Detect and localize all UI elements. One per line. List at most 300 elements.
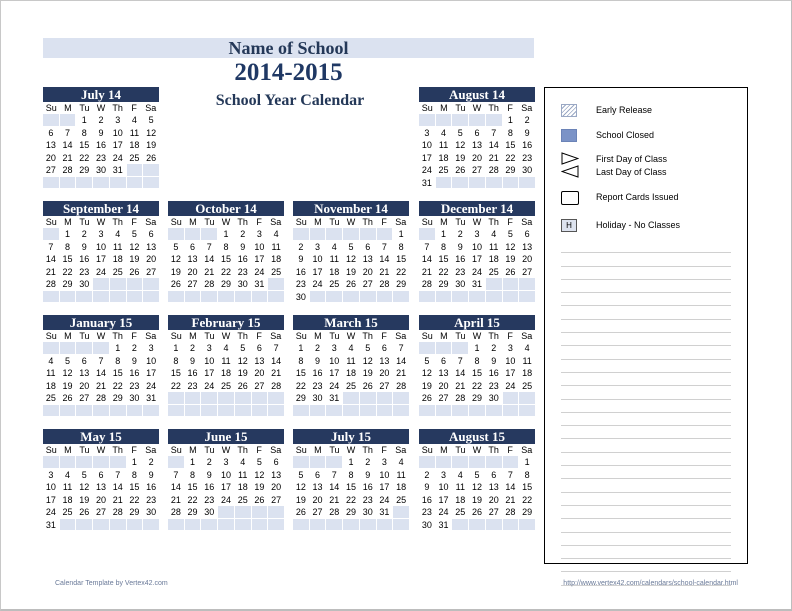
day-cell[interactable]: 21 [43, 266, 59, 278]
day-cell[interactable]: 31 [252, 278, 268, 290]
day-cell[interactable]: 5 [143, 114, 159, 126]
day-cell[interactable]: 29 [60, 278, 76, 290]
day-cell[interactable]: 29 [76, 164, 92, 176]
day-cell[interactable]: 17 [469, 253, 485, 265]
day-cell[interactable]: 22 [185, 494, 201, 506]
day-cell[interactable]: 20 [486, 494, 502, 506]
day-cell[interactable]: 12 [419, 367, 435, 379]
day-cell[interactable]: 25 [127, 152, 143, 164]
day-cell[interactable]: 20 [360, 266, 376, 278]
note-line[interactable] [561, 533, 731, 546]
day-cell[interactable]: 12 [127, 241, 143, 253]
day-cell[interactable]: 16 [486, 367, 502, 379]
day-cell[interactable]: 28 [93, 392, 109, 404]
day-cell[interactable]: 16 [235, 253, 251, 265]
day-cell[interactable]: 3 [377, 456, 393, 468]
day-cell[interactable]: 24 [503, 380, 519, 392]
day-cell[interactable]: 5 [293, 469, 309, 481]
day-cell[interactable]: 20 [76, 380, 92, 392]
day-cell[interactable]: 18 [127, 139, 143, 151]
day-cell[interactable]: 14 [201, 253, 217, 265]
day-cell[interactable]: 12 [452, 139, 468, 151]
day-cell[interactable]: 23 [185, 380, 201, 392]
day-cell[interactable]: 30 [235, 278, 251, 290]
day-cell[interactable]: 9 [310, 355, 326, 367]
day-cell[interactable]: 12 [343, 253, 359, 265]
day-cell[interactable]: 18 [110, 253, 126, 265]
day-cell[interactable]: 12 [360, 355, 376, 367]
day-cell[interactable]: 27 [252, 380, 268, 392]
day-cell[interactable]: 5 [60, 355, 76, 367]
day-cell[interactable]: 25 [452, 506, 468, 518]
day-cell[interactable]: 22 [76, 152, 92, 164]
day-cell[interactable]: 3 [469, 228, 485, 240]
day-cell[interactable]: 29 [127, 506, 143, 518]
day-cell[interactable]: 17 [310, 266, 326, 278]
day-cell[interactable]: 19 [252, 481, 268, 493]
day-cell[interactable]: 13 [93, 481, 109, 493]
day-cell[interactable]: 15 [436, 253, 452, 265]
day-cell[interactable]: 19 [235, 367, 251, 379]
note-line[interactable] [561, 466, 731, 479]
day-cell[interactable]: 6 [93, 469, 109, 481]
day-cell[interactable]: 24 [93, 266, 109, 278]
day-cell[interactable]: 3 [143, 342, 159, 354]
day-cell[interactable]: 5 [419, 355, 435, 367]
day-cell[interactable]: 12 [60, 367, 76, 379]
day-cell[interactable]: 5 [503, 228, 519, 240]
day-cell[interactable]: 30 [201, 506, 217, 518]
day-cell[interactable]: 23 [143, 494, 159, 506]
note-line[interactable] [561, 400, 731, 413]
day-cell[interactable]: 10 [43, 481, 59, 493]
day-cell[interactable]: 22 [168, 380, 184, 392]
day-cell[interactable]: 12 [168, 253, 184, 265]
day-cell[interactable]: 25 [60, 506, 76, 518]
day-cell[interactable]: 20 [43, 152, 59, 164]
note-line[interactable] [561, 306, 731, 319]
day-cell[interactable]: 30 [519, 164, 535, 176]
day-cell[interactable]: 18 [343, 367, 359, 379]
day-cell[interactable]: 22 [293, 380, 309, 392]
day-cell[interactable]: 9 [127, 355, 143, 367]
day-cell[interactable]: 6 [143, 228, 159, 240]
day-cell[interactable]: 11 [218, 355, 234, 367]
day-cell[interactable]: 6 [43, 127, 59, 139]
day-cell[interactable]: 4 [519, 342, 535, 354]
day-cell[interactable]: 16 [360, 481, 376, 493]
day-cell[interactable]: 1 [76, 114, 92, 126]
day-cell[interactable]: 24 [377, 494, 393, 506]
day-cell[interactable]: 20 [143, 253, 159, 265]
day-cell[interactable]: 28 [268, 380, 284, 392]
day-cell[interactable]: 4 [268, 228, 284, 240]
day-cell[interactable]: 15 [293, 367, 309, 379]
day-cell[interactable]: 21 [377, 266, 393, 278]
day-cell[interactable]: 14 [503, 481, 519, 493]
day-cell[interactable]: 27 [268, 494, 284, 506]
day-cell[interactable]: 22 [436, 266, 452, 278]
day-cell[interactable]: 1 [519, 456, 535, 468]
day-cell[interactable]: 26 [143, 152, 159, 164]
day-cell[interactable]: 7 [168, 469, 184, 481]
day-cell[interactable]: 2 [201, 456, 217, 468]
note-line[interactable] [561, 506, 731, 519]
day-cell[interactable]: 14 [93, 367, 109, 379]
day-cell[interactable]: 7 [60, 127, 76, 139]
day-cell[interactable]: 27 [43, 164, 59, 176]
day-cell[interactable]: 21 [93, 380, 109, 392]
day-cell[interactable]: 13 [377, 355, 393, 367]
day-cell[interactable]: 8 [293, 355, 309, 367]
day-cell[interactable]: 3 [110, 114, 126, 126]
day-cell[interactable]: 19 [343, 266, 359, 278]
day-cell[interactable]: 25 [235, 494, 251, 506]
day-cell[interactable]: 3 [419, 127, 435, 139]
day-cell[interactable]: 23 [419, 506, 435, 518]
day-cell[interactable]: 23 [76, 266, 92, 278]
day-cell[interactable]: 30 [76, 278, 92, 290]
day-cell[interactable]: 21 [110, 494, 126, 506]
day-cell[interactable]: 3 [326, 342, 342, 354]
day-cell[interactable]: 14 [60, 139, 76, 151]
day-cell[interactable]: 27 [436, 392, 452, 404]
day-cell[interactable]: 23 [360, 494, 376, 506]
day-cell[interactable]: 11 [43, 367, 59, 379]
note-line[interactable] [561, 333, 731, 346]
day-cell[interactable]: 10 [110, 127, 126, 139]
day-cell[interactable]: 20 [93, 494, 109, 506]
day-cell[interactable]: 2 [486, 342, 502, 354]
day-cell[interactable]: 16 [293, 266, 309, 278]
note-line[interactable] [561, 546, 731, 559]
day-cell[interactable]: 11 [268, 241, 284, 253]
day-cell[interactable]: 5 [252, 456, 268, 468]
day-cell[interactable]: 17 [93, 253, 109, 265]
note-line[interactable] [561, 267, 731, 280]
day-cell[interactable]: 21 [393, 367, 409, 379]
day-cell[interactable]: 25 [393, 494, 409, 506]
day-cell[interactable]: 24 [326, 380, 342, 392]
school-name[interactable]: Name of School [43, 38, 534, 58]
day-cell[interactable]: 26 [360, 380, 376, 392]
day-cell[interactable]: 4 [127, 114, 143, 126]
day-cell[interactable]: 9 [185, 355, 201, 367]
day-cell[interactable]: 20 [377, 367, 393, 379]
day-cell[interactable]: 17 [326, 367, 342, 379]
day-cell[interactable]: 9 [419, 481, 435, 493]
day-cell[interactable]: 19 [503, 253, 519, 265]
day-cell[interactable]: 23 [93, 152, 109, 164]
day-cell[interactable]: 4 [452, 469, 468, 481]
day-cell[interactable]: 28 [326, 506, 342, 518]
day-cell[interactable]: 26 [235, 380, 251, 392]
day-cell[interactable]: 29 [110, 392, 126, 404]
day-cell[interactable]: 12 [76, 481, 92, 493]
day-cell[interactable]: 7 [268, 342, 284, 354]
day-cell[interactable]: 21 [201, 266, 217, 278]
day-cell[interactable]: 10 [377, 469, 393, 481]
day-cell[interactable]: 5 [235, 342, 251, 354]
day-cell[interactable]: 25 [486, 266, 502, 278]
day-cell[interactable]: 2 [310, 342, 326, 354]
day-cell[interactable]: 28 [419, 278, 435, 290]
day-cell[interactable]: 8 [127, 469, 143, 481]
day-cell[interactable]: 28 [201, 278, 217, 290]
day-cell[interactable]: 24 [110, 152, 126, 164]
day-cell[interactable]: 3 [310, 241, 326, 253]
day-cell[interactable]: 11 [235, 469, 251, 481]
day-cell[interactable]: 19 [127, 253, 143, 265]
day-cell[interactable]: 15 [127, 481, 143, 493]
day-cell[interactable]: 31 [326, 392, 342, 404]
day-cell[interactable]: 3 [93, 228, 109, 240]
day-cell[interactable]: 20 [519, 253, 535, 265]
day-cell[interactable]: 2 [519, 114, 535, 126]
day-cell[interactable]: 25 [343, 380, 359, 392]
day-cell[interactable]: 9 [143, 469, 159, 481]
day-cell[interactable]: 23 [310, 380, 326, 392]
day-cell[interactable]: 23 [293, 278, 309, 290]
day-cell[interactable]: 23 [235, 266, 251, 278]
day-cell[interactable]: 26 [252, 494, 268, 506]
day-cell[interactable]: 6 [360, 241, 376, 253]
day-cell[interactable]: 1 [110, 342, 126, 354]
day-cell[interactable]: 1 [393, 228, 409, 240]
day-cell[interactable]: 14 [486, 139, 502, 151]
day-cell[interactable]: 27 [486, 506, 502, 518]
day-cell[interactable]: 27 [519, 266, 535, 278]
day-cell[interactable]: 6 [486, 469, 502, 481]
day-cell[interactable]: 5 [76, 469, 92, 481]
day-cell[interactable]: 13 [268, 469, 284, 481]
day-cell[interactable]: 2 [76, 228, 92, 240]
day-cell[interactable]: 4 [60, 469, 76, 481]
note-line[interactable] [561, 240, 731, 253]
day-cell[interactable]: 20 [310, 494, 326, 506]
day-cell[interactable]: 9 [201, 469, 217, 481]
day-cell[interactable]: 17 [218, 481, 234, 493]
day-cell[interactable]: 18 [452, 494, 468, 506]
day-cell[interactable]: 14 [419, 253, 435, 265]
day-cell[interactable]: 15 [393, 253, 409, 265]
day-cell[interactable]: 7 [110, 469, 126, 481]
day-cell[interactable]: 4 [110, 228, 126, 240]
day-cell[interactable]: 4 [235, 456, 251, 468]
day-cell[interactable]: 30 [310, 392, 326, 404]
day-cell[interactable]: 9 [76, 241, 92, 253]
note-line[interactable] [561, 293, 731, 306]
day-cell[interactable]: 2 [93, 114, 109, 126]
day-cell[interactable]: 4 [343, 342, 359, 354]
day-cell[interactable]: 15 [60, 253, 76, 265]
day-cell[interactable]: 21 [419, 266, 435, 278]
day-cell[interactable]: 7 [43, 241, 59, 253]
day-cell[interactable]: 7 [201, 241, 217, 253]
day-cell[interactable]: 10 [310, 253, 326, 265]
day-cell[interactable]: 18 [218, 367, 234, 379]
day-cell[interactable]: 7 [452, 355, 468, 367]
day-cell[interactable]: 17 [419, 152, 435, 164]
day-cell[interactable]: 16 [185, 367, 201, 379]
day-cell[interactable]: 3 [503, 342, 519, 354]
day-cell[interactable]: 24 [469, 266, 485, 278]
day-cell[interactable]: 27 [93, 506, 109, 518]
day-cell[interactable]: 19 [452, 152, 468, 164]
day-cell[interactable]: 15 [110, 367, 126, 379]
day-cell[interactable]: 4 [43, 355, 59, 367]
day-cell[interactable]: 5 [469, 469, 485, 481]
note-line[interactable] [561, 386, 731, 399]
day-cell[interactable]: 27 [377, 380, 393, 392]
day-cell[interactable]: 27 [185, 278, 201, 290]
day-cell[interactable]: 27 [360, 278, 376, 290]
day-cell[interactable]: 2 [293, 241, 309, 253]
day-cell[interactable]: 25 [218, 380, 234, 392]
note-line[interactable] [561, 320, 731, 333]
day-cell[interactable]: 1 [60, 228, 76, 240]
day-cell[interactable]: 12 [235, 355, 251, 367]
day-cell[interactable]: 28 [43, 278, 59, 290]
day-cell[interactable]: 14 [393, 355, 409, 367]
note-line[interactable] [561, 479, 731, 492]
day-cell[interactable]: 15 [168, 367, 184, 379]
day-cell[interactable]: 2 [127, 342, 143, 354]
day-cell[interactable]: 29 [293, 392, 309, 404]
day-cell[interactable]: 26 [419, 392, 435, 404]
day-cell[interactable]: 26 [293, 506, 309, 518]
day-cell[interactable]: 22 [110, 380, 126, 392]
day-cell[interactable]: 11 [326, 253, 342, 265]
day-cell[interactable]: 3 [201, 342, 217, 354]
day-cell[interactable]: 17 [201, 367, 217, 379]
note-line[interactable] [561, 426, 731, 439]
day-cell[interactable]: 30 [360, 506, 376, 518]
day-cell[interactable]: 22 [343, 494, 359, 506]
day-cell[interactable]: 17 [43, 494, 59, 506]
day-cell[interactable]: 23 [486, 380, 502, 392]
day-cell[interactable]: 5 [360, 342, 376, 354]
day-cell[interactable]: 29 [503, 164, 519, 176]
day-cell[interactable]: 31 [43, 519, 59, 531]
day-cell[interactable]: 11 [110, 241, 126, 253]
day-cell[interactable]: 1 [469, 342, 485, 354]
day-cell[interactable]: 10 [419, 139, 435, 151]
day-cell[interactable]: 3 [43, 469, 59, 481]
day-cell[interactable]: 28 [377, 278, 393, 290]
day-cell[interactable]: 21 [326, 494, 342, 506]
day-cell[interactable]: 6 [436, 355, 452, 367]
day-cell[interactable]: 19 [168, 266, 184, 278]
day-cell[interactable]: 6 [185, 241, 201, 253]
note-line[interactable] [561, 280, 731, 293]
day-cell[interactable]: 10 [326, 355, 342, 367]
day-cell[interactable]: 30 [486, 392, 502, 404]
day-cell[interactable]: 23 [452, 266, 468, 278]
day-cell[interactable]: 12 [469, 481, 485, 493]
day-cell[interactable]: 7 [377, 241, 393, 253]
day-cell[interactable]: 17 [503, 367, 519, 379]
day-cell[interactable]: 16 [201, 481, 217, 493]
day-cell[interactable]: 13 [469, 139, 485, 151]
day-cell[interactable]: 14 [43, 253, 59, 265]
day-cell[interactable]: 8 [60, 241, 76, 253]
day-cell[interactable]: 11 [60, 481, 76, 493]
day-cell[interactable]: 16 [143, 481, 159, 493]
day-cell[interactable]: 30 [93, 164, 109, 176]
day-cell[interactable]: 31 [143, 392, 159, 404]
day-cell[interactable]: 27 [469, 164, 485, 176]
day-cell[interactable]: 13 [486, 481, 502, 493]
day-cell[interactable]: 13 [43, 139, 59, 151]
day-cell[interactable]: 30 [419, 519, 435, 531]
day-cell[interactable]: 4 [436, 127, 452, 139]
day-cell[interactable]: 15 [469, 367, 485, 379]
day-cell[interactable]: 18 [519, 367, 535, 379]
day-cell[interactable]: 18 [393, 481, 409, 493]
day-cell[interactable]: 19 [293, 494, 309, 506]
day-cell[interactable]: 11 [127, 127, 143, 139]
day-cell[interactable]: 26 [503, 266, 519, 278]
day-cell[interactable]: 25 [268, 266, 284, 278]
day-cell[interactable]: 10 [143, 355, 159, 367]
day-cell[interactable]: 29 [218, 278, 234, 290]
day-cell[interactable]: 8 [436, 241, 452, 253]
day-cell[interactable]: 6 [469, 127, 485, 139]
day-cell[interactable]: 16 [310, 367, 326, 379]
day-cell[interactable]: 23 [201, 494, 217, 506]
day-cell[interactable]: 9 [93, 127, 109, 139]
day-cell[interactable]: 11 [343, 355, 359, 367]
day-cell[interactable]: 13 [436, 367, 452, 379]
day-cell[interactable]: 13 [310, 481, 326, 493]
day-cell[interactable]: 21 [268, 367, 284, 379]
day-cell[interactable]: 28 [486, 164, 502, 176]
day-cell[interactable]: 2 [419, 469, 435, 481]
day-cell[interactable]: 16 [419, 494, 435, 506]
day-cell[interactable]: 25 [519, 380, 535, 392]
day-cell[interactable]: 6 [76, 355, 92, 367]
day-cell[interactable]: 8 [218, 241, 234, 253]
day-cell[interactable]: 1 [168, 342, 184, 354]
day-cell[interactable]: 13 [519, 241, 535, 253]
day-cell[interactable]: 25 [43, 392, 59, 404]
day-cell[interactable]: 5 [452, 127, 468, 139]
day-cell[interactable]: 21 [168, 494, 184, 506]
day-cell[interactable]: 13 [360, 253, 376, 265]
day-cell[interactable]: 1 [127, 456, 143, 468]
day-cell[interactable]: 23 [519, 152, 535, 164]
day-cell[interactable]: 1 [185, 456, 201, 468]
day-cell[interactable]: 13 [252, 355, 268, 367]
day-cell[interactable]: 10 [503, 355, 519, 367]
day-cell[interactable]: 14 [268, 355, 284, 367]
day-cell[interactable]: 11 [486, 241, 502, 253]
day-cell[interactable]: 22 [218, 266, 234, 278]
day-cell[interactable]: 19 [143, 139, 159, 151]
day-cell[interactable]: 15 [503, 139, 519, 151]
day-cell[interactable]: 29 [519, 506, 535, 518]
day-cell[interactable]: 20 [268, 481, 284, 493]
day-cell[interactable]: 9 [293, 253, 309, 265]
note-line[interactable] [561, 559, 731, 572]
day-cell[interactable]: 26 [168, 278, 184, 290]
day-cell[interactable]: 15 [76, 139, 92, 151]
day-cell[interactable]: 25 [110, 266, 126, 278]
day-cell[interactable]: 1 [218, 228, 234, 240]
day-cell[interactable]: 10 [93, 241, 109, 253]
day-cell[interactable]: 21 [486, 152, 502, 164]
